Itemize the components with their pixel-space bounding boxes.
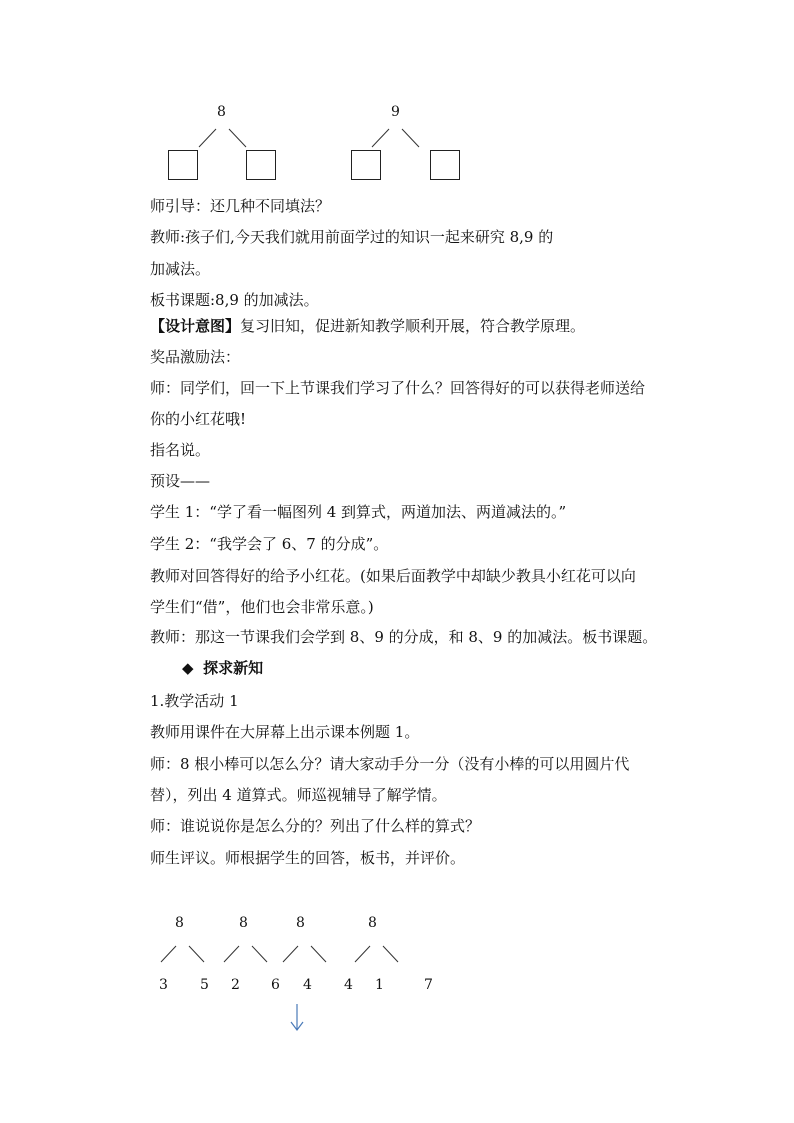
paragraph: 奖品激励法：	[150, 348, 241, 366]
paragraph: 教师对回答得好的给予小红花。(如果后面教学中却缺少教具小红花可以向	[150, 567, 636, 585]
paragraph: 1.教学活动 1	[150, 692, 239, 710]
group2-branch-left	[224, 946, 239, 962]
group3-right-number: 4	[344, 977, 353, 993]
paragraph: 师：同学们，回一下上节课我们学习了什么？回答得好的可以获得老师送给	[150, 379, 646, 397]
group3-branch-right	[311, 946, 326, 962]
group1-branch-right	[189, 946, 204, 962]
paragraph: 师引导：还几种不同填法？	[150, 197, 331, 215]
paragraph: 学生 1：“学了看一幅图列 4 到算式，两道加法、两道减法的。”	[150, 503, 567, 521]
paragraph: 教师:孩子们,今天我们就用前面学过的知识一起来研究 8,9 的	[150, 228, 554, 246]
group3-top-number: 8	[296, 915, 305, 931]
design-intent-paragraph	[150, 316, 585, 336]
top-right-number: 9	[391, 104, 400, 120]
down-arrow-head	[291, 1022, 303, 1030]
top-left-box-2[interactable]	[246, 150, 276, 180]
group1-top-number: 8	[175, 915, 184, 931]
paragraph: 加减法。	[150, 260, 211, 278]
group4-branch-left	[355, 946, 370, 962]
group1-right-number: 5	[200, 977, 209, 993]
paragraph: 指名说。	[150, 441, 211, 459]
group4-branch-right	[383, 946, 398, 962]
group4-top-number: 8	[368, 915, 377, 931]
top-left-number: 8	[217, 104, 226, 120]
group1-branch-left	[161, 946, 176, 962]
group3-branch-left	[283, 946, 298, 962]
paragraph: 你的小红花哦!	[150, 410, 247, 428]
paragraph: 板书课题:8,9 的加减法。	[150, 291, 319, 309]
top-right-box-2[interactable]	[430, 150, 460, 180]
paragraph: 师：8 根小棒可以怎么分？请大家动手分一分（没有小棒的可以用圆片代	[150, 755, 630, 773]
paragraph: 学生 2：“我学会了 6、7 的分成”。	[150, 535, 389, 553]
design-intent-label: 【设计意图】	[150, 317, 241, 335]
paragraph: 师生评议。师根据学生的回答，板书，并评价。	[150, 849, 466, 867]
group2-top-number: 8	[239, 915, 248, 931]
group1-left-number: 3	[159, 977, 168, 993]
section-title: 探求新知	[203, 659, 264, 677]
design-intent-text: 复习旧知，促进新知教学顺利开展，符合教学原理。	[240, 317, 586, 335]
group2-left-number: 2	[231, 977, 240, 993]
paragraph: 预设——	[150, 472, 211, 490]
group4-left-number: 1	[375, 977, 384, 993]
group4-right-number: 7	[424, 977, 433, 993]
top-left-box-1[interactable]	[168, 150, 198, 180]
top-right-branch-right	[402, 129, 419, 147]
top-right-box-1[interactable]	[351, 150, 381, 180]
paragraph: 替），列出 4 道算式。师巡视辅导了解学情。	[150, 786, 447, 804]
top-left-branch-left	[199, 129, 216, 147]
top-right-branch-left	[372, 129, 389, 147]
paragraph: 师：谁说说你是怎么分的？列出了什么样的算式？	[150, 817, 481, 835]
group3-left-number: 4	[303, 977, 312, 993]
section-heading	[182, 658, 263, 678]
group2-right-number: 6	[271, 977, 280, 993]
paragraph: 学生们“借”，他们也会非常乐意。)	[150, 598, 374, 616]
paragraph: 教师：那这一节课我们会学到 8、9 的分成，和 8、9 的加减法。板书课题。	[150, 628, 658, 646]
top-left-branch-right	[229, 129, 246, 147]
group2-branch-right	[252, 946, 267, 962]
paragraph: 教师用课件在大屏幕上出示课本例题 1。	[150, 723, 420, 741]
diamond-bullet-icon: ◆	[182, 659, 194, 677]
